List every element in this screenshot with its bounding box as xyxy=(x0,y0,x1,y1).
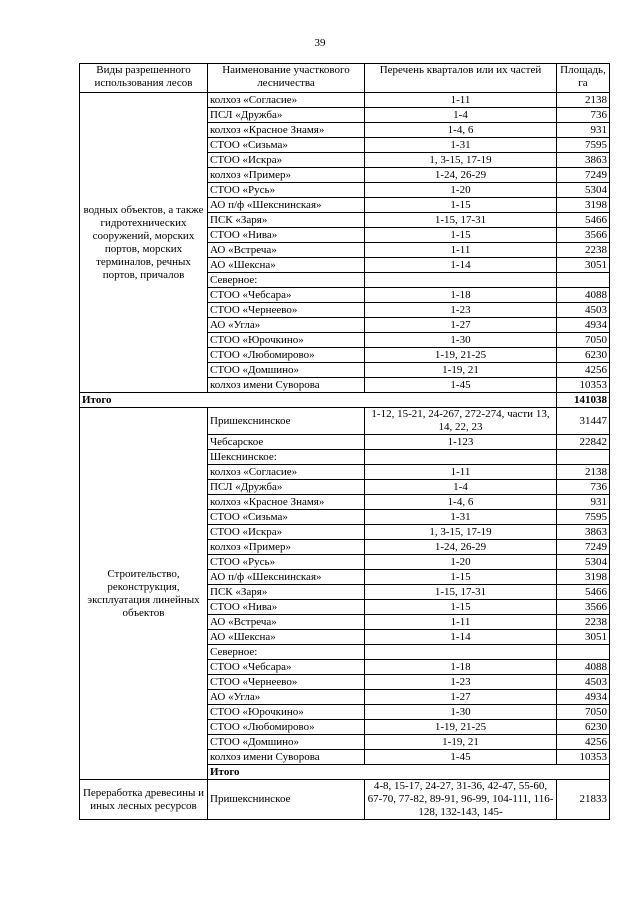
forestry-name: СТОО «Любомирово» xyxy=(208,720,365,735)
area-value: 7595 xyxy=(557,138,610,153)
area-value: 4256 xyxy=(557,363,610,378)
group-label: Северное: xyxy=(208,645,365,660)
area-value: 4088 xyxy=(557,288,610,303)
area-value: 4088 xyxy=(557,660,610,675)
section-1-body xyxy=(80,93,610,408)
quarters-list: 1-19, 21-25 xyxy=(365,720,557,735)
quarters-list: 1-11 xyxy=(365,93,557,108)
area-value: 5466 xyxy=(557,585,610,600)
area-value: 4503 xyxy=(557,303,610,318)
forestry-name: СТОО «Чернеево» xyxy=(208,303,365,318)
forestry-name: Чебсарское xyxy=(208,435,365,450)
quarters-list: 1-11 xyxy=(365,243,557,258)
quarters-list: 1-15, 17-31 xyxy=(365,585,557,600)
area-value: 3051 xyxy=(557,258,610,273)
area-value: 10353 xyxy=(557,750,610,765)
forestry-name: АО «Угла» xyxy=(208,318,365,333)
area-value: 6230 xyxy=(557,720,610,735)
quarters-list: 1-19, 21 xyxy=(365,363,557,378)
quarters-list: 1-20 xyxy=(365,555,557,570)
area-value: 4503 xyxy=(557,675,610,690)
quarters-list: 1-30 xyxy=(365,333,557,348)
forestry-name: СТОО «Искра» xyxy=(208,153,365,168)
forestry-name: СТОО «Искра» xyxy=(208,525,365,540)
area-value: 4934 xyxy=(557,690,610,705)
quarters-list: 1-19, 21-25 xyxy=(365,348,557,363)
forestry-name: СТОО «Домшино» xyxy=(208,735,365,750)
forestry-name: СТОО «Чебсара» xyxy=(208,288,365,303)
forestry-name: колхоз «Пример» xyxy=(208,540,365,555)
area-value: 21833 xyxy=(557,780,610,820)
forestry-name: АО п/ф «Шекснинская» xyxy=(208,570,365,585)
area-value: 736 xyxy=(557,108,610,123)
header-quarters: Перечень кварталов или их частей xyxy=(365,64,557,93)
forestry-name: СТОО «Нива» xyxy=(208,600,365,615)
area-value: 2238 xyxy=(557,243,610,258)
forestry-name: АО «Встреча» xyxy=(208,615,365,630)
empty-cell xyxy=(365,273,557,288)
area-value: 22842 xyxy=(557,435,610,450)
total-value: 141038 xyxy=(557,393,610,408)
quarters-list: 1-4 xyxy=(365,480,557,495)
forestry-name: СТОО «Нива» xyxy=(208,228,365,243)
section-3-use-type: Переработка древесины и иных лесных ресурсов xyxy=(80,780,208,820)
quarters-list: 1-27 xyxy=(365,690,557,705)
area-value: 7050 xyxy=(557,705,610,720)
table-row xyxy=(80,93,610,108)
quarters-list: 1-11 xyxy=(365,465,557,480)
area-value: 5304 xyxy=(557,555,610,570)
area-value: 7249 xyxy=(557,540,610,555)
quarters-list: 1-30 xyxy=(365,705,557,720)
quarters-list: 1-19, 21 xyxy=(365,735,557,750)
forestry-name: СТОО «Юрочкино» xyxy=(208,705,365,720)
forestry-name: колхоз «Пример» xyxy=(208,168,365,183)
quarters-list: 1-15, 17-31 xyxy=(365,213,557,228)
quarters-list: 1-45 xyxy=(365,750,557,765)
section-2-body xyxy=(80,408,610,780)
area-value: 2138 xyxy=(557,93,610,108)
quarters-list: 1-4 xyxy=(365,108,557,123)
quarters-list: 4-8, 15-17, 24-27, 31-36, 42-47, 55-60, 67-70, 77-82, 89-91, 96-99, 104-111, 116-128, 132-143, 145- xyxy=(365,780,557,820)
area-value: 4934 xyxy=(557,318,610,333)
quarters-list: 1-12, 15-21, 24-267, 272-274, части 13, 14, 22, 23 xyxy=(365,408,557,435)
forestry-name: Пришекснинское xyxy=(208,780,365,820)
forestry-name: АО «Шексна» xyxy=(208,258,365,273)
forestry-name: АО «Угла» xyxy=(208,690,365,705)
area-value: 3198 xyxy=(557,570,610,585)
quarters-list: 1-31 xyxy=(365,510,557,525)
group-label: Северное: xyxy=(208,273,365,288)
forestry-name: СТОО «Юрочкино» xyxy=(208,333,365,348)
section-1-use-type: водных объектов, а также гидротехнических сооружений, морских портов, морских терминалов, речных портов, причалов xyxy=(80,93,208,393)
total-row xyxy=(80,393,610,408)
area-value: 931 xyxy=(557,123,610,138)
quarters-list: 1-20 xyxy=(365,183,557,198)
area-value: 6230 xyxy=(557,348,610,363)
table-header-row xyxy=(80,64,610,93)
header-use-type: Виды разрешенного использования лесов xyxy=(80,64,208,93)
forestry-name: ПСК «Заря» xyxy=(208,213,365,228)
forestry-name: СТОО «Русь» xyxy=(208,555,365,570)
area-value: 931 xyxy=(557,495,610,510)
forestry-name: СТОО «Чебсара» xyxy=(208,660,365,675)
forestry-name: колхоз «Согласие» xyxy=(208,465,365,480)
quarters-list: 1-123 xyxy=(365,435,557,450)
forestry-name: АО п/ф «Шекснинская» xyxy=(208,198,365,213)
forestry-name: колхоз имени Суворова xyxy=(208,750,365,765)
empty-cell xyxy=(365,645,557,660)
area-value: 3863 xyxy=(557,525,610,540)
area-value: 7249 xyxy=(557,168,610,183)
area-value: 5466 xyxy=(557,213,610,228)
group-label: Шекснинское: xyxy=(208,450,365,465)
forestry-name: ПСК «Заря» xyxy=(208,585,365,600)
section-3-body xyxy=(80,780,610,820)
area-value: 3566 xyxy=(557,600,610,615)
quarters-list: 1-15 xyxy=(365,228,557,243)
quarters-list: 1-15 xyxy=(365,600,557,615)
empty-cell xyxy=(365,450,557,465)
forest-use-table xyxy=(79,63,610,820)
page-number: 39 xyxy=(314,37,326,49)
area-value: 3198 xyxy=(557,198,610,213)
total-label: Итого xyxy=(80,393,557,408)
forestry-name: СТОО «Сизьма» xyxy=(208,138,365,153)
area-value: 31447 xyxy=(557,408,610,435)
quarters-list: 1-11 xyxy=(365,615,557,630)
quarters-list: 1-31 xyxy=(365,138,557,153)
forestry-name: АО «Шексна» xyxy=(208,630,365,645)
quarters-list: 1-18 xyxy=(365,288,557,303)
table-row xyxy=(80,780,610,820)
quarters-list: 1, 3-15, 17-19 xyxy=(365,525,557,540)
area-value: 2138 xyxy=(557,465,610,480)
area-value: 5304 xyxy=(557,183,610,198)
header-area: Площадь, га xyxy=(557,64,610,93)
forestry-name: колхоз «Красное Знамя» xyxy=(208,123,365,138)
forestry-name: СТОО «Любомирово» xyxy=(208,348,365,363)
quarters-list: 1-15 xyxy=(365,570,557,585)
quarters-list: 1-4, 6 xyxy=(365,495,557,510)
table-row xyxy=(80,408,610,435)
area-value: 3051 xyxy=(557,630,610,645)
forestry-name: СТОО «Русь» xyxy=(208,183,365,198)
forestry-name: колхоз «Красное Знамя» xyxy=(208,495,365,510)
area-value: 7050 xyxy=(557,333,610,348)
area-value: 7595 xyxy=(557,510,610,525)
forestry-name: СТОО «Сизьма» xyxy=(208,510,365,525)
quarters-list: 1-24, 26-29 xyxy=(365,540,557,555)
forestry-name: ПСЛ «Дружба» xyxy=(208,108,365,123)
quarters-list: 1-27 xyxy=(365,318,557,333)
quarters-list: 1-23 xyxy=(365,675,557,690)
quarters-list: 1, 3-15, 17-19 xyxy=(365,153,557,168)
quarters-list: 1-18 xyxy=(365,660,557,675)
area-value: 10353 xyxy=(557,378,610,393)
area-value: 2238 xyxy=(557,615,610,630)
empty-cell xyxy=(557,645,610,660)
area-value: 3566 xyxy=(557,228,610,243)
header-forestry-name: Наименование участкового лесничества xyxy=(208,64,365,93)
forestry-name: СТОО «Домшино» xyxy=(208,363,365,378)
quarters-list: 1-15 xyxy=(365,198,557,213)
quarters-list: 1-14 xyxy=(365,258,557,273)
forestry-name: СТОО «Чернеево» xyxy=(208,675,365,690)
empty-cell xyxy=(557,273,610,288)
section-2-use-type: Строительство, реконструкция, эксплуатация линейных объектов xyxy=(80,408,208,780)
forestry-name: ПСЛ «Дружба» xyxy=(208,480,365,495)
area-value: 4256 xyxy=(557,735,610,750)
quarters-list: 1-24, 26-29 xyxy=(365,168,557,183)
forestry-name: АО «Встреча» xyxy=(208,243,365,258)
area-value: 736 xyxy=(557,480,610,495)
forestry-name: колхоз имени Суворова xyxy=(208,378,365,393)
quarters-list: 1-45 xyxy=(365,378,557,393)
area-value: 3863 xyxy=(557,153,610,168)
forestry-name: колхоз «Согласие» xyxy=(208,93,365,108)
forestry-name: Пришекснинское xyxy=(208,408,365,435)
empty-cell xyxy=(557,450,610,465)
quarters-list: 1-4, 6 xyxy=(365,123,557,138)
quarters-list: 1-23 xyxy=(365,303,557,318)
quarters-list: 1-14 xyxy=(365,630,557,645)
total-label: Итого xyxy=(208,765,610,780)
